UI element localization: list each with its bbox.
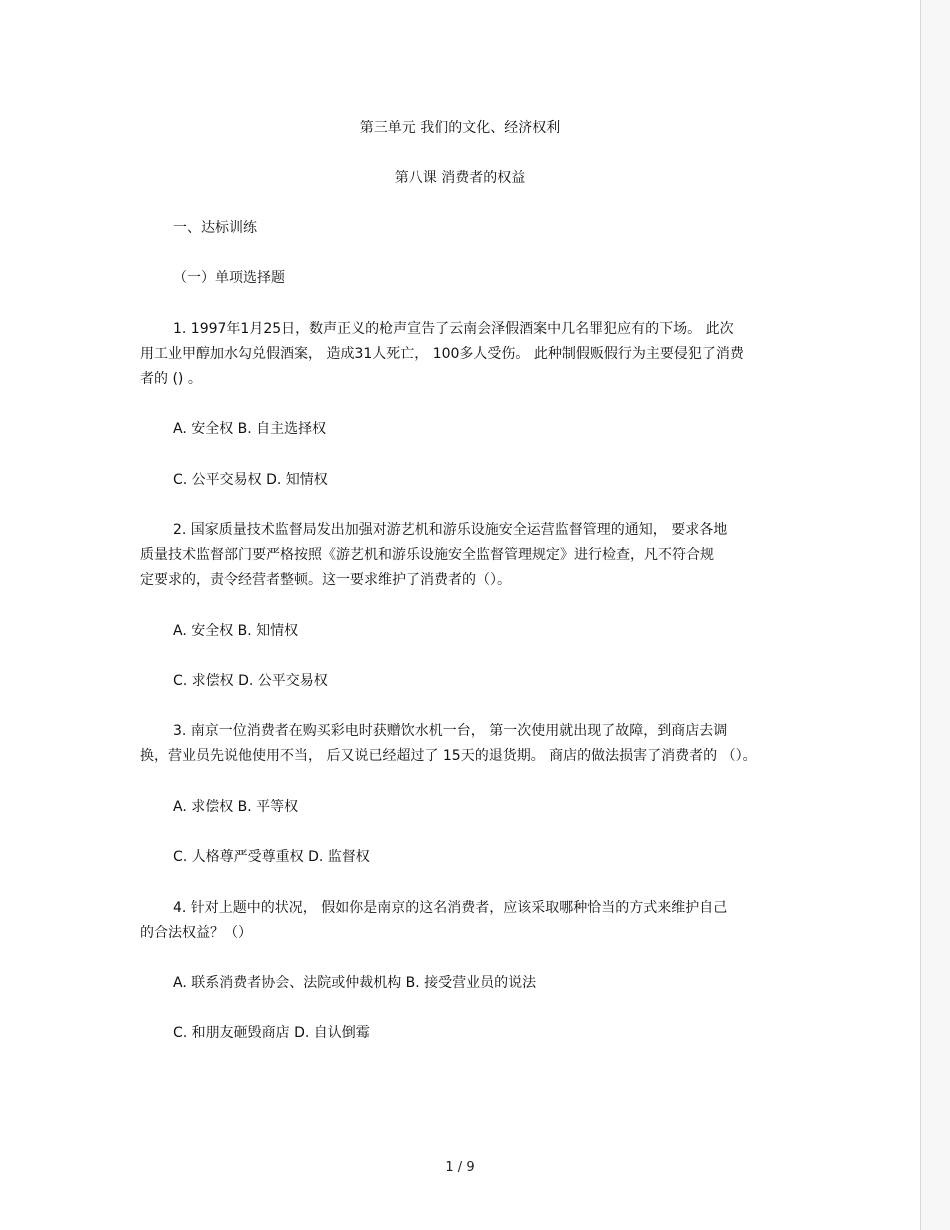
question-4-options-cd: C. 和朋友砸毁商店 D. 自认倒霉 [173, 1025, 370, 1041]
question-4-line-1: 4. 针对上题中的状况， 假如你是南京的这名消费者，应该采取哪种恰当的方式来维护自己 [173, 900, 728, 916]
question-4-line-2: 的合法权益？（） [140, 925, 252, 941]
question-3-options-cd: C. 人格尊严受尊重权 D. 监督权 [173, 849, 370, 865]
question-3-options-ab: A. 求偿权 B. 平等权 [173, 799, 299, 815]
subsection-heading: （一）单项选择题 [173, 270, 285, 286]
question-3-line-2: 换，营业员先说他使用不当， 后又说已经超过了 15天的退货期。 商店的做法损害了消费者的 （）。 [140, 748, 757, 764]
question-1-line-1: 1. 1997年1月25日，数声正义的枪声宣告了云南会泽假酒案中几名罪犯应有的下场。 此次 [173, 321, 734, 337]
question-1-options-cd: C. 公平交易权 D. 知情权 [173, 472, 328, 488]
question-2-line-2: 质量技术监督部门要严格按照《游艺机和游乐设施安全监督管理规定》进行检查，凡不符合规 [140, 547, 714, 563]
scrollbar-track[interactable] [921, 0, 950, 1230]
question-2-line-3: 定要求的，责令经营者整顿。这一要求维护了消费者的（）。 [140, 572, 511, 588]
section-heading: 一、达标训练 [173, 220, 257, 236]
question-1-line-3: 者的 () 。 [140, 371, 202, 387]
question-2-options-cd: C. 求偿权 D. 公平交易权 [173, 673, 328, 689]
lesson-title: 第八课 消费者的权益 [394, 170, 526, 186]
question-1-options-ab: A. 安全权 B. 自主选择权 [173, 421, 327, 437]
unit-title: 第三单元 我们的文化、经济权利 [359, 120, 561, 136]
question-3-line-1: 3. 南京一位消费者在购买彩电时获赠饮水机一台， 第一次使用就出现了故障，到商店去调 [173, 723, 728, 739]
question-4-options-ab: A. 联系消费者协会、法院或仲裁机构 B. 接受营业员的说法 [173, 975, 537, 991]
question-2-options-ab: A. 安全权 B. 知情权 [173, 623, 299, 639]
question-1-line-2: 用工业甲醇加水勾兑假酒案， 造成31人死亡， 100多人受伤。 此种制假贩假行为主要侵犯了消费 [140, 346, 744, 362]
page-number: 1 / 9 [445, 1160, 475, 1175]
question-2-line-1: 2. 国家质量技术监督局发出加强对游艺机和游乐设施安全运营监督管理的通知， 要求各地 [173, 522, 728, 538]
